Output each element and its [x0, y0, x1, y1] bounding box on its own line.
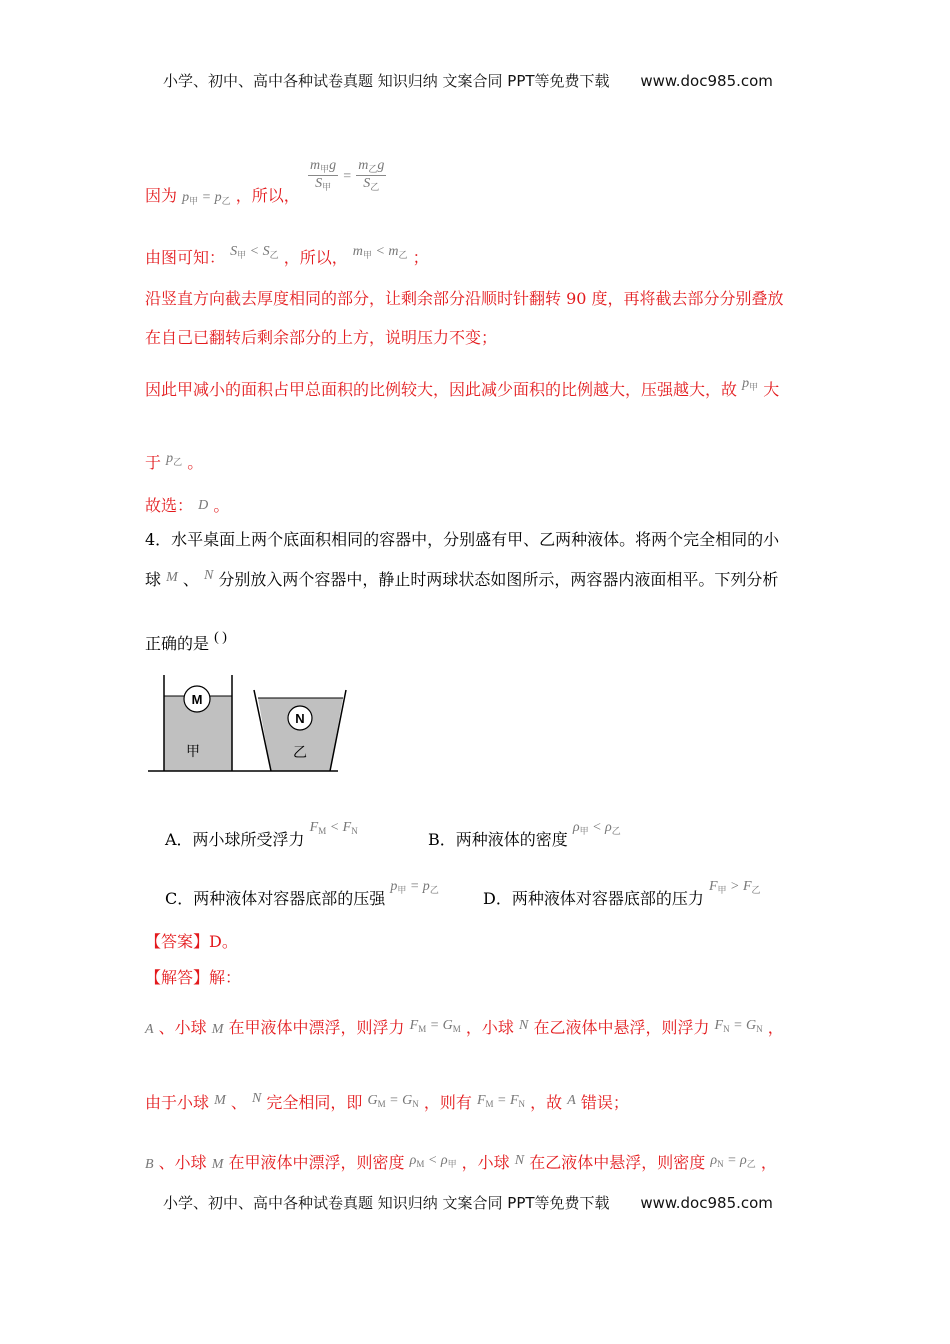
sol-line-2: 由图可知： $S_甲 < S_乙$ ，所以， $m_甲 < m_乙$ ；: [145, 244, 429, 267]
q4-line-2: 球 M 、 N 分别放入两个容器中，静止时两球状态如图所示，两容器内液面相平。下列分析: [145, 568, 779, 589]
label-jia: 甲: [186, 744, 200, 760]
formula-p-jia-eq-p-yi: $p_甲 = p_乙$: [182, 190, 231, 206]
sol-line-4: 在自己已翻转后剩余部分的上方，说明压力不变；: [145, 328, 498, 347]
ball-m-label: M: [191, 692, 203, 707]
sol-line-1: 因为 $p_甲 = p_乙$ ，所以，: [145, 186, 300, 206]
containers-figure: [140, 670, 360, 780]
q4-line-1: 4．水平桌面上两个底面积相同的容器中，分别盛有甲、乙两种液体。将两个完全相同的小: [145, 530, 780, 549]
formula-s-compare: $S_甲 < S_乙$: [230, 244, 279, 260]
analysis-b-line-1: B 、小球 M 在甲液体中漂浮，则密度 $\rho_M < \rho_甲$ ，小球 N 在乙液体中悬浮，则密度 $\rho_N = \rho_乙$ ，: [145, 1153, 777, 1172]
analysis-a-line-1: A 、小球 M 在甲液体中漂浮，则浮力 $F_M = G_M$ ，小球 N 在乙液体中悬浮，则浮力 $F_N = G_N$ ，: [145, 1018, 784, 1037]
ball-n-label: N: [295, 711, 305, 726]
option-c: C．两种液体对容器底部的压强 $p_甲 = p_乙$: [165, 879, 439, 908]
analysis-a-line-2: 由于小球 M 、 N 完全相同，即 $G_M = G_N$ ，则有 $F_M = F_N$ ，故 A 错误；: [145, 1091, 629, 1112]
header-text: 小学、初中、高中各种试卷真题 知识归纳 文案合同 PPT等免费下载: [163, 72, 610, 90]
formula-mass-ratio: $\frac{m_甲g}{S_甲}$ = $\frac{m_乙g}{S_乙}$: [310, 158, 385, 192]
formula-p-yi: $p_乙$: [166, 451, 183, 467]
label-yi: 乙: [293, 745, 307, 761]
footer-url: www.doc985.com: [640, 1194, 773, 1212]
option-b: B．两种液体的密度 $\rho_甲 < \rho_乙$: [428, 820, 621, 849]
answer-line: 【答案】D。: [145, 932, 238, 951]
q4-line-3: 正确的是 ( ): [145, 630, 227, 653]
footer-text: 小学、初中、高中各种试卷真题 知识归纳 文案合同 PPT等免费下载: [163, 1194, 610, 1212]
page-footer: [163, 1192, 773, 1213]
sol-line-3: 沿竖直方向截去厚度相同的部分，让剩余部分沿顺时针翻转 90 度，再将截去部分分别叠放: [145, 289, 784, 308]
sol-line-6: 于 $p_乙$ 。: [145, 451, 204, 472]
formula-m-compare: $m_甲 < m_乙$: [352, 244, 408, 260]
header-url: www.doc985.com: [640, 72, 773, 90]
option-a: A．两小球所受浮力 $F_M < F_N$: [165, 820, 358, 849]
formula-p-jia: $p_甲$: [742, 376, 759, 392]
option-d: D．两种液体对容器底部的压力 $F_甲 > F_乙$: [483, 879, 761, 908]
sol-line-5: 因此甲减小的面积占甲总面积的比例较大，因此减少面积的比例越大，压强越大，故 $p_甲$ 大: [145, 376, 780, 399]
page-header: [163, 70, 773, 91]
analysis-label: 【解答】解：: [145, 968, 242, 987]
sol-line-7: 故选： D 。: [145, 496, 230, 515]
